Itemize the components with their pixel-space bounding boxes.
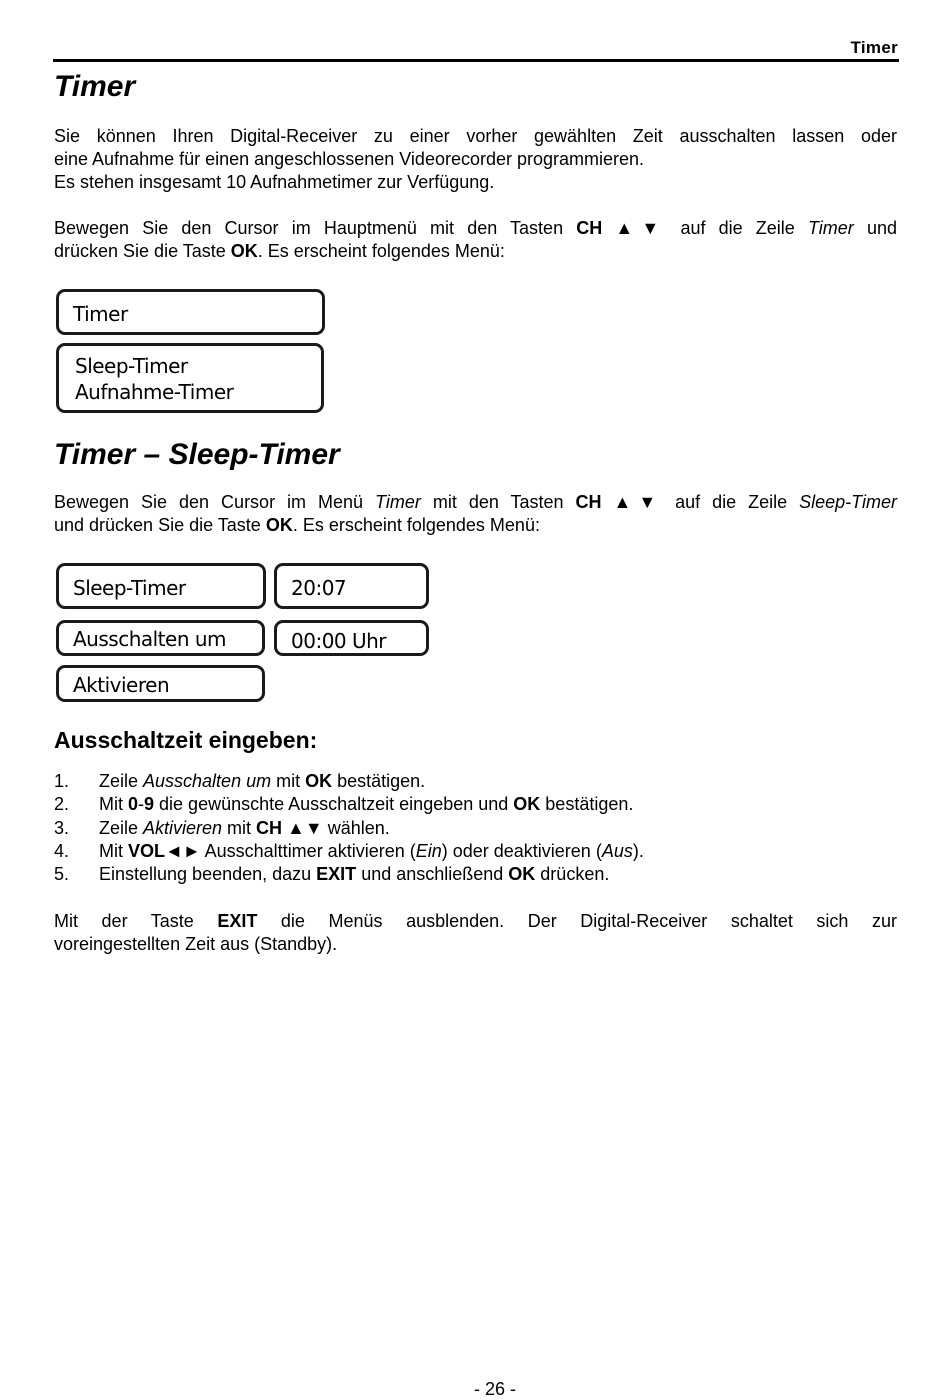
section-title-timer: Timer (54, 70, 136, 103)
text: die gewünschte Ausschaltzeit eingeben und (154, 794, 514, 815)
page-number: - 26 - (473, 1379, 516, 1399)
sleep-nav-paragraph (54, 491, 897, 537)
menu-item-ref: Sleep-Timer (799, 492, 897, 512)
text: mit (271, 771, 306, 791)
text: und anschließend (356, 864, 509, 885)
text: drücken Sie die Taste (54, 241, 231, 261)
steps-list (54, 770, 897, 886)
text: OK (305, 771, 333, 791)
timer-menu-item-sleep: Sleep-Timer (75, 354, 188, 378)
menu-item-ref: Timer (807, 218, 854, 238)
sleep-menu-activate-box (56, 665, 265, 702)
sleep-menu-activate: Aktivieren (73, 673, 170, 697)
closing-line-1 (54, 910, 897, 933)
text: auf die Zeile (663, 492, 800, 512)
timer-menu-item-recording: Aufnahme-Timer (75, 380, 234, 404)
intro-line-3: Es stehen insgesamt 10 Aufnahmetimer zur Verfügung. (54, 172, 495, 192)
text: - (138, 794, 145, 815)
sleep-nav-line-2 (54, 514, 897, 537)
timer-menu-title: Timer (73, 302, 128, 326)
text: Mit (99, 794, 128, 815)
section-title-sleep-timer: Timer – Sleep-Timer (54, 438, 340, 471)
list-item (54, 840, 897, 863)
text: OK (513, 794, 541, 815)
text: Aktivieren (143, 817, 223, 838)
text: . Es erscheint folgendes Menü: (292, 515, 540, 535)
list-item (54, 817, 897, 840)
sleep-menu-clock-box (274, 563, 429, 609)
text: Zeile (99, 817, 144, 838)
text: 0 (128, 794, 139, 815)
text: Bewegen Sie den Cursor im Menü (54, 492, 376, 512)
menu-ref: Timer (375, 492, 421, 512)
text: Einstellung beenden, dazu (99, 864, 317, 885)
text: Zeile (99, 771, 144, 791)
list-item (54, 863, 897, 886)
sleep-menu-title-box (56, 563, 266, 609)
text: CH ▲▼ (256, 817, 323, 838)
timer-nav-paragraph (54, 217, 897, 263)
text: ) oder deaktivieren ( (441, 840, 602, 861)
timer-menu-items-box (56, 343, 324, 413)
text: Bewegen Sie den Cursor im Hauptmenü mit den Tasten (54, 218, 577, 238)
text: OK (508, 864, 536, 885)
sleep-menu-off-label: Ausschalten um (73, 627, 227, 651)
text: EXIT (316, 864, 357, 885)
text: drücken. (535, 864, 610, 885)
intro-line-2: eine Aufnahme für einen angeschlossenen Videorecorder programmieren. (54, 149, 645, 169)
text: Ausschalten um (143, 771, 272, 791)
running-header: Timer (850, 38, 898, 57)
sleep-menu-off-box (56, 620, 265, 656)
text: bestätigen. (540, 794, 634, 815)
subsection-title: Ausschaltzeit eingeben: (54, 727, 318, 753)
text: 9 (144, 794, 155, 815)
intro-line-1: Sie können Ihren Digital-Receiver zu einer vorher gewählten Zeit ausschalten lassen oder (54, 126, 897, 146)
text: wählen. (322, 817, 390, 838)
list-item (54, 770, 897, 793)
text: bestätigen. (332, 771, 426, 791)
closing-paragraph (54, 910, 897, 956)
step-number: 5. (54, 864, 70, 885)
key-ch: CH ▲▼ (576, 218, 668, 238)
text: Ausschalttimer aktivieren ( (200, 840, 416, 861)
text: Ein (415, 840, 442, 861)
step-number: 4. (54, 840, 70, 861)
sleep-nav-line-1 (54, 491, 897, 514)
text: . Es erscheint folgendes Menü: (257, 241, 505, 261)
text: Aus (601, 840, 633, 861)
closing-line-2: voreingestellten Zeit aus (Standby). (54, 934, 338, 954)
intro-paragraph (54, 125, 897, 194)
text: mit (222, 817, 257, 838)
list-item (54, 793, 897, 816)
key-exit: EXIT (217, 911, 258, 931)
text: ). (632, 840, 644, 861)
sleep-menu-off-value-box (274, 620, 429, 656)
text: Mit der Taste (54, 911, 218, 931)
step-number: 2. (54, 794, 70, 815)
text: auf die Zeile (667, 218, 808, 238)
sleep-menu-off-value: 00:00 Uhr (291, 629, 387, 653)
sleep-menu-clock: 20:07 (291, 576, 347, 600)
sleep-menu-title: Sleep-Timer (73, 576, 186, 600)
text: Mit (99, 840, 128, 861)
key-ok: OK (230, 241, 258, 261)
text: und (853, 218, 897, 238)
text: mit den Tasten (420, 492, 576, 512)
key-ok: OK (265, 515, 293, 535)
timer-menu-title-box (56, 289, 325, 335)
step-number: 3. (54, 817, 70, 838)
timer-nav-line-1 (54, 217, 897, 240)
text: VOL◄► (128, 840, 201, 861)
text: und drücken Sie die Taste (54, 515, 266, 535)
timer-nav-line-2 (54, 240, 897, 263)
text: die Menüs ausblenden. Der Digital-Receiver schaltet sich zur (257, 911, 897, 931)
step-number: 1. (54, 771, 70, 791)
header-rule (53, 59, 899, 62)
key-ch: CH ▲▼ (575, 492, 664, 512)
